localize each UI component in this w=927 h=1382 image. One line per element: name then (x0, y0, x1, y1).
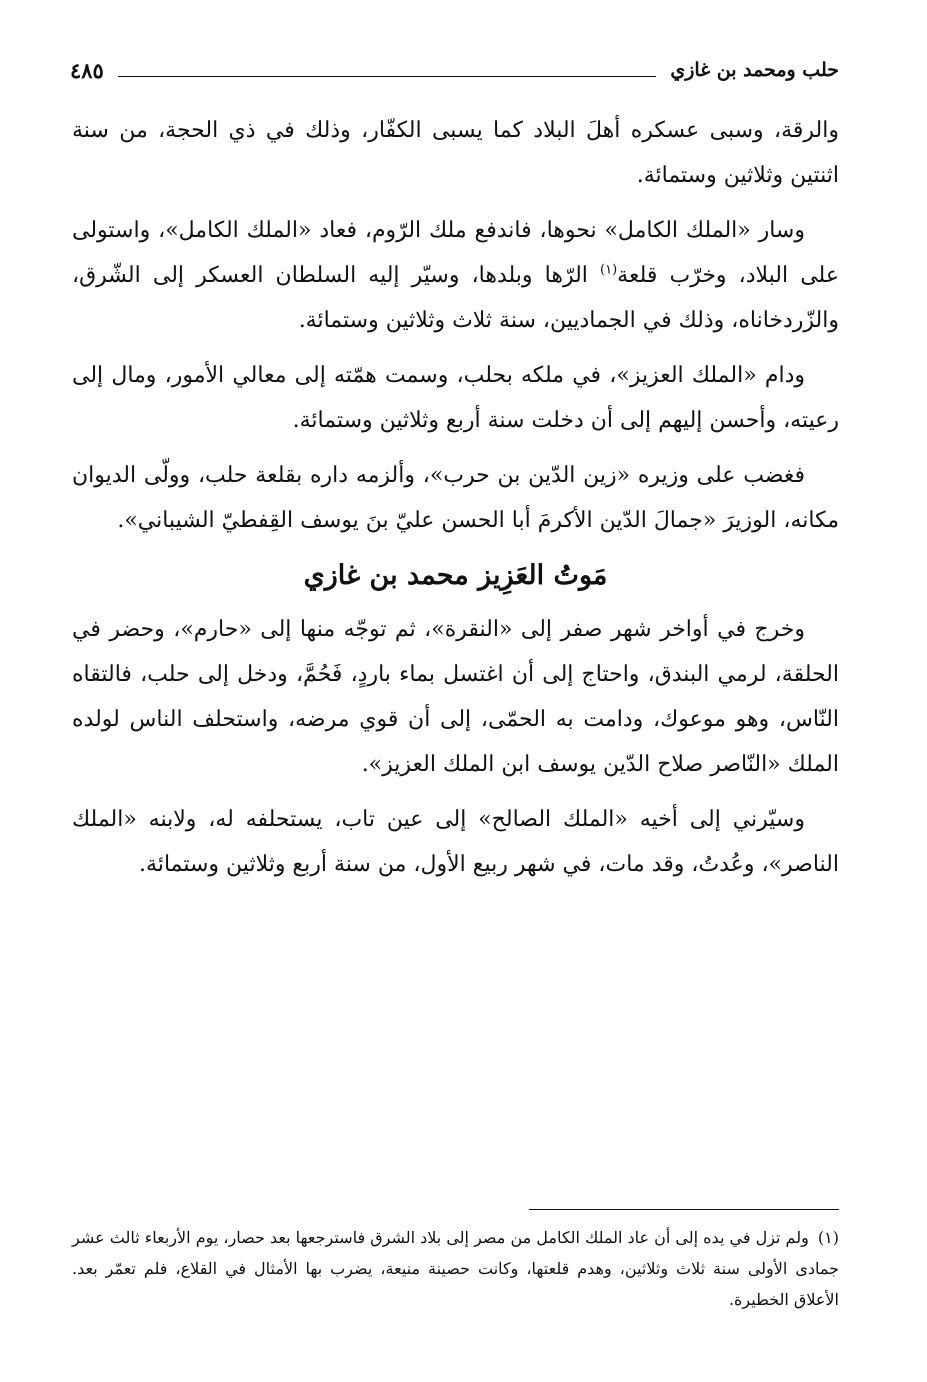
paragraph (72, 208, 839, 343)
header-rule (118, 76, 657, 77)
footnote-text: ولم تزل في يده إلى أن عاد الملك الكامل من مصر إلى بلاد الشرق فاسترجعها بعد حصار، يوم الأربعاء ثالث عشر جمادى الأولى سنة ثلاث وثلاثين، وهدم قلعتها، وكانت حصينة منيعة، يضرب بها الأمثال في القلاع، فلم تعمّر بعد. الأعلاق الخطيرة. (72, 1228, 839, 1309)
paragraph-part: الرّها وبلدها، (459, 263, 601, 288)
paragraph: وخرج في أواخر شهر صفر إلى «النقرة»، ثم توجّه منها إلى «حارم»، وحضر في الحلقة، لرمي البندق، واحتاج إلى أن اغتسل بماء باردٍ، فَحُمَّ، ودخل إلى حلب، فالتقاه النّاس، وهو موعوك، ودامت به الحمّى، إلى أن قوي مرضه، واستحلف الناس لولده الملك «النّاصر صلاح الدّين يوسف ابن الملك العزيز». (72, 617, 839, 777)
footnote-separator (529, 1209, 839, 1210)
footnote (72, 1222, 839, 1315)
footnote-reference[interactable]: (١) (600, 262, 618, 278)
footnote-label: (١) (817, 1228, 839, 1247)
main-text (72, 108, 839, 897)
page-number: ٤٨٥ (70, 57, 104, 83)
paragraph: والرقة، وسبى عسكره أهلَ البلاد كما يسبى الكفّار، وذلك في ذي الحجة، من سنة اثنتين وثلاثين وستمائة. (72, 118, 839, 188)
paragraph: فغضب على وزيره «زين الدّين بن حرب»، وألزمه داره بقلعة حلب، وولّى الديوان مكانه، الوزيرَ «جمالَ الدّين الأكرمَ أبا الحسن عليّ بنَ يوسف القِفطيّ الشيباني». (72, 463, 839, 533)
footnotes (72, 1222, 839, 1315)
running-head (70, 52, 839, 88)
paragraph-part: وسار «الملك الكامل» نحوها، فاندفع ملك الرّوم، فعاد «الملك الكامل»، واستولى على البلاد، وخرّب قلعة (72, 218, 839, 288)
paragraph: وسيّرني إلى أخيه «الملك الصالح» إلى عين تاب، يستحلفه له، ولابنه «الملك الناصر»، وعُدتُ، وقد مات، في شهر ربيع الأول، من سنة أربع وثلاثين وستمائة. (72, 807, 839, 877)
section-heading: مَوتُ العَزِيز محمد بن غازي (303, 560, 608, 591)
paragraph: ودام «الملك العزيز»، في ملكه بحلب، وسمت همّته إلى معالي الأمور، ومال إلى رعيته، وأحسن إليهم إلى أن دخلت سنة أربع وثلاثين وستمائة. (72, 363, 839, 433)
paragraph-part: وسيّر إليه السلطان العسكر إلى الشّرق، والزّردخاناه، وذلك في الجماديين، سنة ثلاث وثلاثين وستمائة. (72, 263, 839, 333)
running-title: حلب ومحمد بن غازي (670, 59, 839, 81)
